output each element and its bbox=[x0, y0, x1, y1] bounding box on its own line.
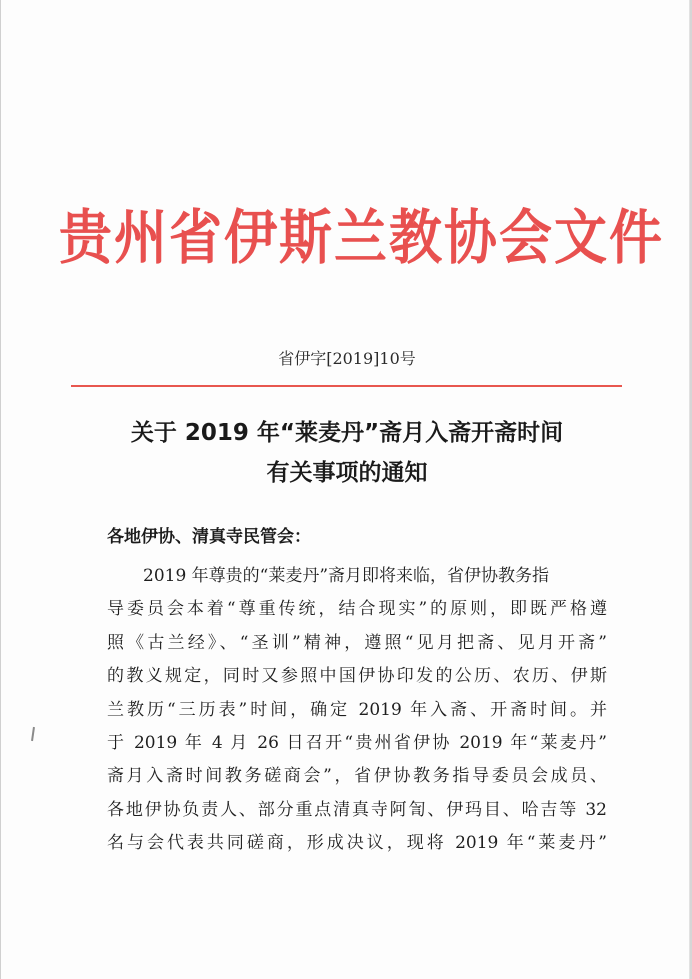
salutation: 各地伊协、清真寺民管会： bbox=[107, 527, 311, 547]
body-line: 导委员会本着“尊重传统，结合现实”的原则，即既严格遵 bbox=[107, 599, 607, 620]
body-line: 2019 年尊贵的“莱麦丹”斋月即将来临，省伊协教务指 bbox=[143, 566, 550, 586]
red-divider-line bbox=[71, 385, 622, 387]
document-number: 省伊字[2019]10号 bbox=[278, 349, 416, 368]
notice-body bbox=[107, 560, 607, 861]
body-line: 斋月入斋时间教务磋商会”，省伊协教务指导委员会成员、 bbox=[107, 766, 607, 787]
scan-artifact bbox=[31, 727, 35, 741]
notice-title bbox=[1, 413, 692, 493]
body-line: 各地伊协负责人、部分重点清真寺阿訇、伊玛目、哈吉等 32 bbox=[107, 799, 607, 820]
body-line: 兰教历“三历表”时间，确定 2019 年入斋、开斋时间。并 bbox=[107, 699, 607, 720]
notice-title-line-1: 关于 2019 年“莱麦丹”斋月入斋开斋时间 bbox=[130, 420, 564, 446]
body-line: 照《古兰经》、“圣训”精神，遵照“见月把斋、见月开斋” bbox=[107, 632, 607, 653]
notice-title-line-2: 有关事项的通知 bbox=[266, 460, 428, 486]
body-line: 名与会代表共同磋商，形成决议，现将 2019 年“莱麦丹” bbox=[107, 833, 607, 854]
body-line: 于 2019 年 4 月 26 日召开“贵州省伊协 2019 年“莱麦丹” bbox=[107, 732, 607, 753]
document-masthead: 贵州省伊斯兰教协会文件 bbox=[59, 203, 664, 273]
body-line: 的教义规定，同时又参照中国伊协印发的公历、农历、伊斯 bbox=[107, 666, 607, 687]
